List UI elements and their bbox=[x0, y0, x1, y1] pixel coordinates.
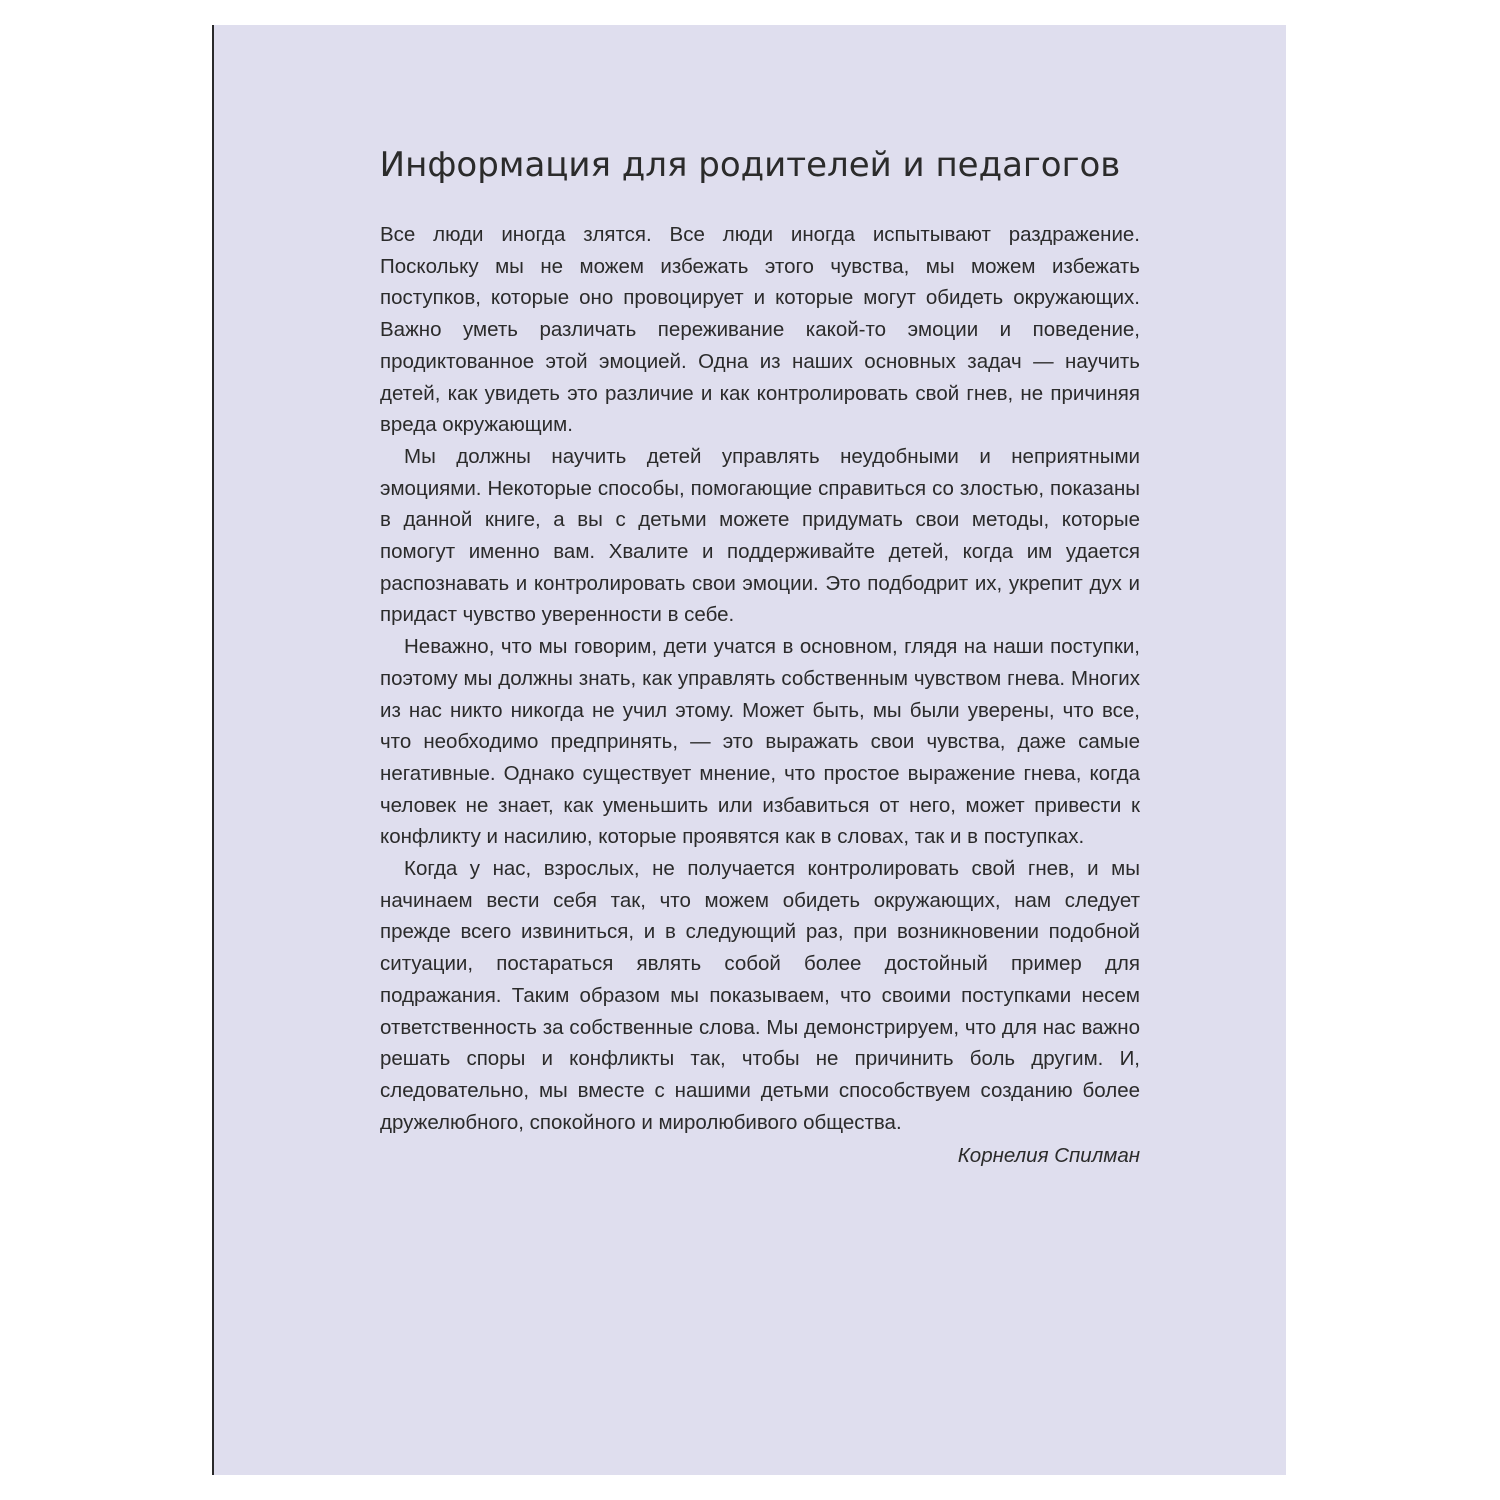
paragraph-4: Когда у нас, взрослых, не получается контролировать свой гнев, и мы начинаем вести себя так, что можем обидеть окружающих, нам следует прежде всего извиниться, и в следующий раз, при возникновении подобной ситуации, постараться являть собой более достойный пример для подражания. Таким образом мы показываем, что своими поступками несем ответственность за собственные слова. Мы демонстрируем, что для нас важно решать споры и конфликты так, чтобы не причинить боль другим. И, следовательно, мы вместе с нашими детьми способствуем созданию более дружелюбного, спокойного и миролюбивого общества. bbox=[380, 857, 1140, 1134]
body-text bbox=[380, 219, 1140, 1172]
book-page bbox=[214, 25, 1286, 1475]
paragraph-3: Неважно, что мы говорим, дети учатся в основном, глядя на наши поступки, поэтому мы должны знать, как управлять собственным чувством гнева. Многих из нас никто никогда не учил этому. Может быть, мы были уверены, что все, что необходимо предпринять, — это выражать свои чувства, даже самые негативные. Однако существует мнение, что простое выражение гнева, когда человек не знает, как уменьшить или избавиться от него, может привести к конфликту и насилию, которые проявятся как в словах, так и в поступках. bbox=[380, 635, 1140, 849]
paragraph-1: Все люди иногда злятся. Все люди иногда испытывают раздражение. Поскольку мы не можем избежать этого чувства, мы можем избежать поступков, которые оно провоцирует и которые могут обидеть окружающих. Важно уметь различать переживание какой-то эмоции и поведение, продиктованное этой эмоцией. Одна из наших основных задач — научить детей, как увидеть это различие и как контролировать свой гнев, не причиняя вреда окружающим. bbox=[380, 223, 1140, 437]
author-signature: Корнелия Спилман bbox=[957, 1144, 1140, 1168]
paragraph-2: Мы должны научить детей управлять неудобными и неприятными эмоциями. Некоторые способы, помогающие справиться со злостью, показаны в данной книге, а вы с детьми можете придумать свои методы, которые помогут именно вам. Хвалите и поддерживайте детей, когда им удается распознавать и контролировать свои эмоции. Это подбодрит их, укрепит дух и придаст чувство уверенности в себе. bbox=[380, 444, 1140, 627]
page-title: Информация для родителей и педагогов bbox=[379, 145, 1121, 185]
